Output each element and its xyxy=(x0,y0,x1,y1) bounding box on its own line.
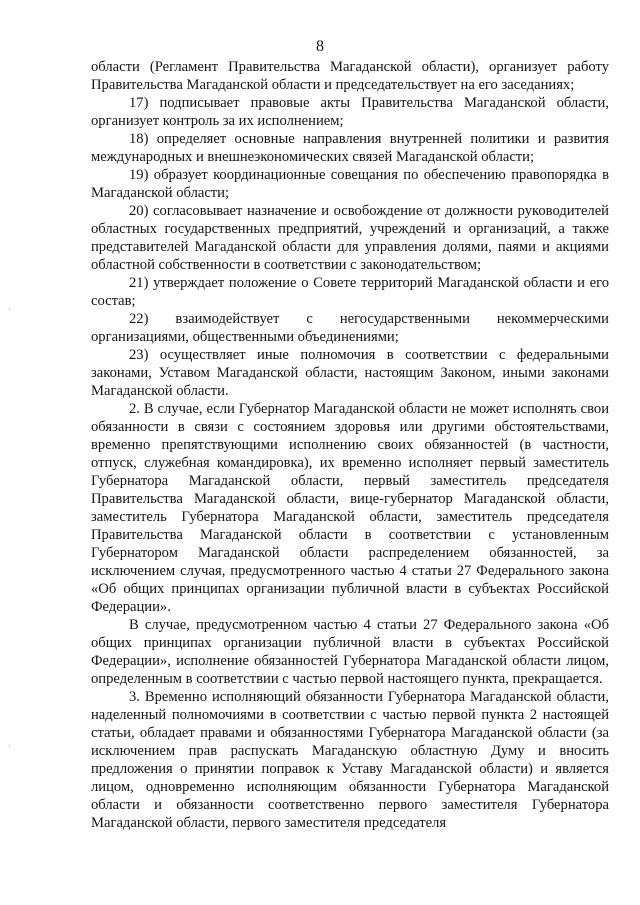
margin-mark: · xyxy=(8,742,11,752)
page-number: 8 xyxy=(316,38,324,55)
paragraph: 20) согласовывает назначение и освобождение от должности руководителей областных государственных предприятий, учреждений и организаций, а также представителей Магаданской области для управления долями, паями и акциями областной собственности в соответствии с законодательством; xyxy=(91,203,609,273)
paragraph: В случае, предусмотренном частью 4 статьи 27 Федерального закона «Об общих принципах организации публичной власти в субъектах Российской Федерации», исполнение обязанностей Губернатора Магаданской области лицом, определенным в соответствии с частью первой настоящего пункта, прекращается. xyxy=(91,617,609,687)
paragraph: 2. В случае, если Губернатор Магаданской области не может исполнять свои обязанности в связи с состоянием здоровья или другими обстоятельствами, временно препятствующими исполнению своих обязанностей (в частности, отпуск, служебная командировка), их временно исполняет первый заместитель Губернатора Магаданской области, первый заместитель председателя Правительства Магаданской области, вице-губернатор Магаданской области, заместитель Губернатора Магаданской области, заместитель председателя Правительства Магаданской области в соответствии с установленным Губернатором Магаданской области распределением обязанностей, за исключением случая, предусмотренного частью 4 статьи 27 Федерального закона «Об общих принципах организации публичной власти в субъектах Российской Федерации». xyxy=(91,401,609,615)
paragraph: 22) взаимодействует с негосударственными некоммерческими организациями, общественными объединениями; xyxy=(91,311,609,345)
paragraph: 3. Временно исполняющий обязанности Губернатора Магаданской области, наделенный полномочиями в соответствии с частью первой пункта 2 настоящей статьи, обладает правами и обязанностями Губернатора Магаданской области (за исключением прав распускать Магаданскую областную Думу и вносить предложения о принятии поправок к Уставу Магаданской области) и является лицом, одновременно исполняющим обязанности Губернатора Магаданской области и обязанности соответственно первого заместителя Губернатора Магаданской области, первого заместителя председателя xyxy=(91,689,609,831)
margin-mark: · xyxy=(8,305,11,315)
paragraph: 18) определяет основные направления внутренней политики и развития международных и внешнеэкономических связей Магаданской области; xyxy=(91,131,609,165)
paragraph: 21) утверждает положение о Совете территорий Магаданской области и его состав; xyxy=(91,275,609,309)
document-body xyxy=(91,58,609,832)
paragraph: 23) осуществляет иные полномочия в соответствии с федеральными законами, Уставом Магаданской области, настоящим Законом, иными законами Магаданской области. xyxy=(91,347,609,399)
paragraph: 19) образует координационные совещания по обеспечению правопорядка в Магаданской области; xyxy=(91,167,609,201)
paragraph: 17) подписывает правовые акты Правительства Магаданской области, организует контроль за их исполнением; xyxy=(91,95,609,129)
paragraph: области (Регламент Правительства Магаданской области), организует работу Правительства Магаданской области и председательствует на его заседаниях; xyxy=(91,59,609,93)
